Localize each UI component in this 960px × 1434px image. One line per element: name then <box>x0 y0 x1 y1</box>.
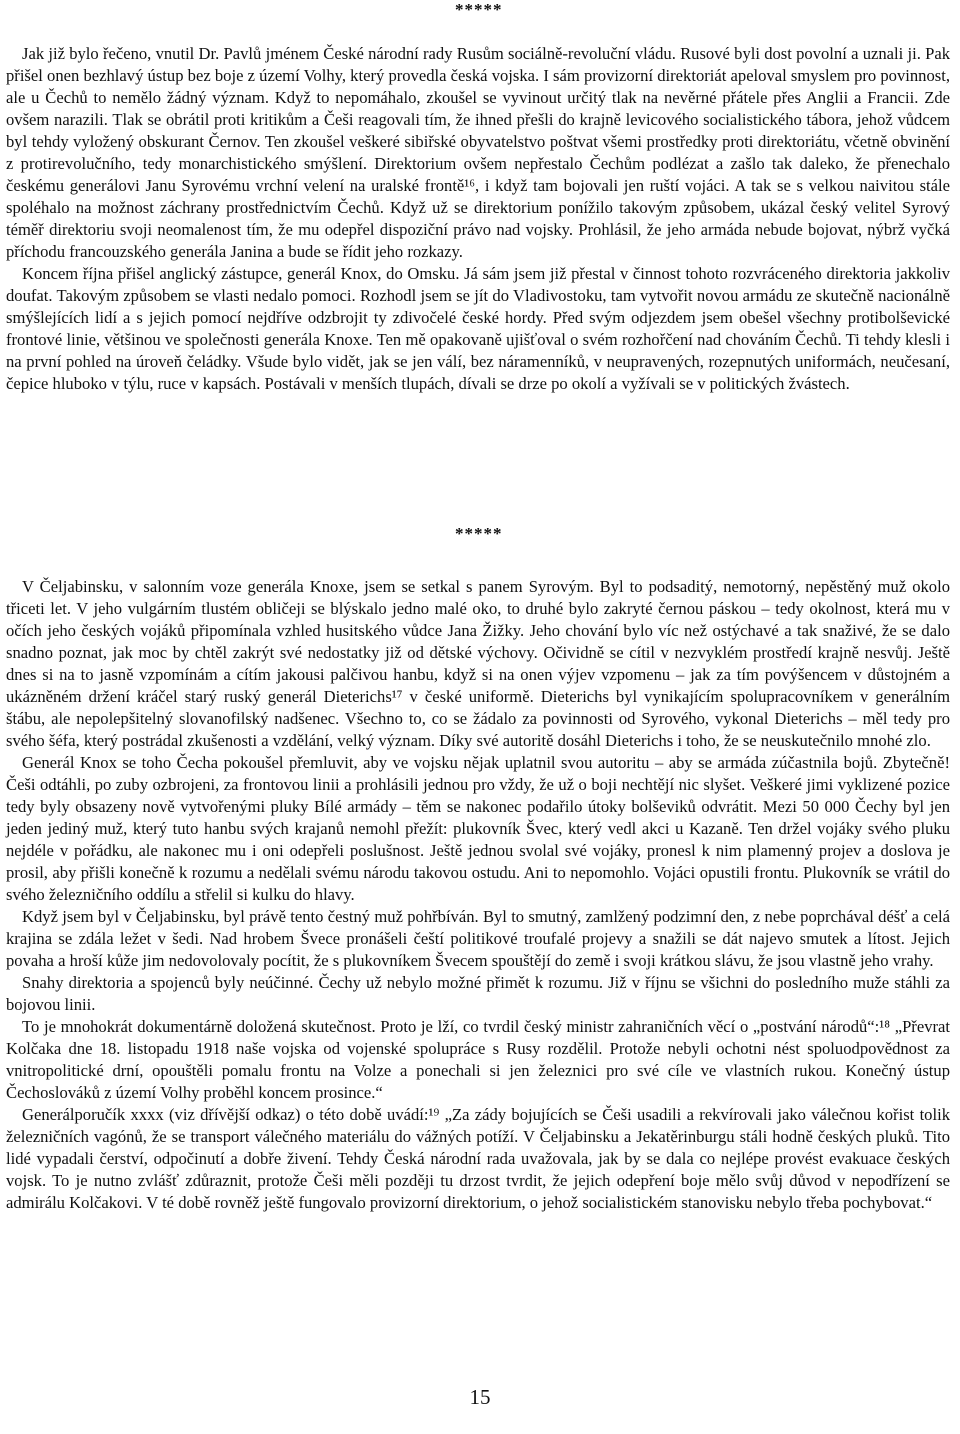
section-separator-top: ***** <box>455 0 503 19</box>
paragraph: Jak již bylo řečeno, vnutil Dr. Pavlů jménem České národní rady Rusům sociálně-revoluční vládu. Rusové byli dost povolní a uznali ji. Pak přišel onen bezhlavý ústup bez boje z území Volhy, který provedla česká vojska. I sám provizorní direktoriát apeloval smyslem pro povinnost, ale u Čechů to nemělo žádný význam. Když to nepomáhalo, zkoušel se vyvinout určitý tlak na nevěrné přátele přes Anglii a Francii. Zde ovšem narazili. Tlak se obrátil proti kritikům a Češi reagovali tím, že ihned přešli do krajně levicového socialistického tábora, jehož vůdcem byl tehdy vyložený obskurant Černov. Ten zkoušel veškeré sibiřské obyvatelstvo poštvat všemi prostředky proti direktoriátu, včetně obvinění z protirevolučního, tedy monarchistického smýšlení. Direktorium ovšem nepřestalo Čechům podlézat a zašlo tak daleko, že přenechalo českému generálovi Janu Syrovému vrchní velení na uralské frontě¹⁶, i když tam bojovali jen ruští vojáci. A tak se s velkou naivitou stále spoléhalo na možnost záchrany prostřednictvím Čechů. Když už se direktorium ponížilo takovým způsobem, ukázal český velitel Syrový téměř direktoriu svoji neomalenost tím, že mu odepřel dispoziční právo nad vojsky. Prohlásil, že jeho armáda nebude bojovat, nýbrž vyčká příchodu francouzského generála Janina a bude se řídit jeho rozkazy. <box>6 44 950 261</box>
paragraph: Generál Knox se toho Čecha pokoušel přemluvit, aby ve vojsku nějak uplatnil svou autoritu – aby se armáda zúčastnila bojů. Zbytečně! Češi odtáhli, po zuby ozbrojeni, za frontovou linii a prohlásili jednou pro vždy, že už o boji nechtějí nic slyšet. Veškeré jimi vyklizené pozice tedy byly obsazeny nově vytvořenými pluky Bílé armády – těm se nakonec podařilo útoky bolševiků odvrátit. Mezi 50 000 Čechy byl jen jeden jediný muž, který tuto hanbu svých krajanů nemohl přežít: plukovník Švec, který vedl akci u Kazaně. Ten držel vojáky svého pluku nejdéle v pořádku, ale nakonec mu i oni odepřeli poslušnost. Ještě jednou svolal své vojáky, pronesl k nim plamenný projev a doslova je prosil, aby přišli konečně k rozumu a nedělali svému národu takovou ostudu. Ani to nepomohlo. Vojáci opustili frontu. Plukovník se vrátil do svého železničního oddílu a střelil si kulku do hlavy. <box>6 753 950 904</box>
text-block-a <box>6 43 950 395</box>
paragraph: To je mnohokrát dokumentárně doložená skutečnost. Proto je lží, co tvrdil český ministr zahraničních věcí o „postvání národů“:¹⁸ „Převrat Kolčaka dne 18. listopadu 1918 naše vojska od vojenské spolupráce s Rusy rozdělil. Protože nebyli ochotni nést spoluodpovědnost za vnitropolitické drní, opouštěli pomalu frontu na Volze a ponechali si jen železnici pro své cíle ve vlastních rukou. Konečný ústup Čechoslováků z území Volhy proběhl koncem prosince.“ <box>6 1017 950 1102</box>
paragraph: Generálporučík xxxx (viz dřívější odkaz) o této době uvádí:¹⁹ „Za zády bojujících se Češi usadili a rekvírovali jako válečnou kořist tolik železničních vagónů, že se transport válečného materiálu do vážných potíží. V Čeljabinsku a Jekatěrinburgu stáli hodně českých pluků. Tito lidé vypadali čerství, odpočinutí a dobře živení. Tehdy Česká národní rada uvažovala, jak by se dala co nejlépe provést evakuace českých vojsk. To je nutno zvlášť zdůraznit, protože Češi měli později tu drzost tvrdit, že jejich odepření boje mělo svůj důvod v nepodřízení se admirálu Kolčakovi. V té době rovněž ještě fungovalo provizorní direktorium, o jehož socialistickém stanovisku nebylo třeba pochybovat.“ <box>6 1105 950 1212</box>
paragraph: V Čeljabinsku, v salonním voze generála Knoxe, jsem se setkal s panem Syrovým. Byl to podsaditý, nemotorný, nepěstěný muž okolo třiceti let. V jeho vulgárním tlustém obličeji se blýskalo jedno malé oko, to druhé bylo zakryté černou páskou – tedy okolnost, která mu v očích jeho českých vojáků připomínala vzhled husitského vůdce Jana Žižky. Jeho chování bylo víc než ostýchavé a tak snaživé, že se dalo snadno poznat, jak moc by chtěl zakrýt své nedostatky již od dětské výchovy. Očividně se cítil v nezvyklém prostředí krajně nesvůj. Ještě dnes si na to jasně vzpomínám a cítím jakousi palčivou hanbu, když si na onen výjev vzpomenu – jak za tím povýšencem v důstojném a ukázněném držení kráčel starý ruský generál Dieterichs¹⁷ v české uniformě. Dieterichs byl vynikajícím spolupracovníkem v generálním štábu, ale nepolepšitelný slovanofilský nadšenec. Všechno to, co se žádalo za povinnosti od Syrového, vykonal Dieterichs – měl tedy pro svého šéfa, který postrádal zkušenosti a vzdělání, velký význam. Díky své autoritě dosáhl Dieterichs i toho, že se neuskutečnilo mnohé zlo. <box>6 577 950 750</box>
paragraph: Koncem října přišel anglický zástupce, generál Knox, do Omsku. Já sám jsem již přestal v činnost tohoto rozvráceného direktoria jakkoliv doufat. Takovým způsobem se vlasti nedalo pomoci. Rozhodl jsem se jít do Vladivostoku, tam vytvořit novou armádu ze skutečně nacionálně smýšlejících lidí a s jejich pomocí nejdříve odzbrojit ty zdivočelé české hordy. Před svým odjezdem jsem obešel všechny protibolševické frontové linie, většinou ve společnosti generála Knoxe. Ten mě opakovaně ujišťoval o svém rozhořčení nad chováním Čechů. Ti tehdy klesli i na první pohled na úroveň čeládky. Všude bylo vidět, jak se jen válí, bez náramenníků, v neupravených, rozepnutých uniformách, neučesaní, čepice hluboko v týlu, ruce v kapsách. Postávali v menších tlupách, dívali se drze po okolí a vyžívali se v politických žvástech. <box>6 264 950 393</box>
text-block-b <box>6 576 950 1214</box>
page-number: 15 <box>469 1385 491 1409</box>
paragraph: Snahy direktoria a spojenců byly neúčinné. Čechy už nebylo možné přimět k rozumu. Již v říjnu se všichni do posledního muže stáhli za bojovou linii. <box>6 973 950 1014</box>
section-separator-mid: ***** <box>455 524 503 543</box>
paragraph: Když jsem byl v Čeljabinsku, byl právě tento čestný muž pohřbíván. Byl to smutný, zamlžený podzimní den, z nebe poprchával déšť a celá krajina se zdála ležet v šedi. Nad hrobem Švece pronášeli čeští politikové troufalé projevy a snažili se dát najevo smutek a lítost. Jejich povaha a hroší kůže jim nedovolovaly pocítit, že s plukovníkem Švecem spouštějí do země i svoji krátkou slávu, že jsou vlastně jeho vrahy. <box>6 907 950 970</box>
